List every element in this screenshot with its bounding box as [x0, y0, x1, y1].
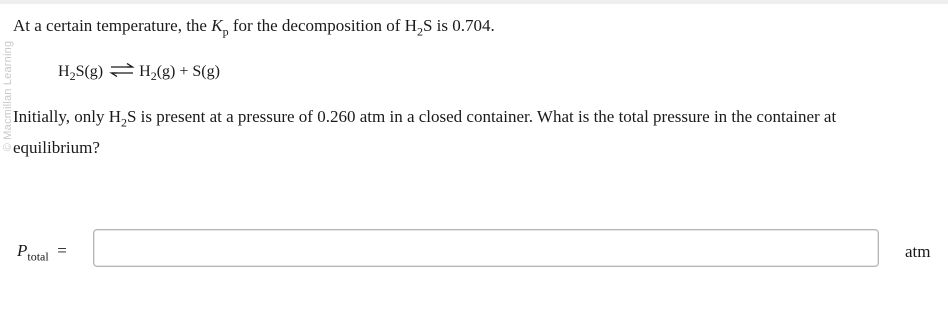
prompt-text-1: At a certain temperature, the: [13, 16, 212, 35]
h2s-subscript: 2: [416, 24, 423, 39]
reaction-equation: [58, 60, 220, 88]
prompt-text-2: for the decomposition of H: [228, 16, 417, 35]
equilibrium-arrows-icon: [109, 61, 135, 85]
total-pressure-input[interactable]: [93, 229, 879, 267]
unit-label: atm: [905, 242, 931, 261]
question-part-2: S is present at a pressure of 0.260 atm in a closed container. What is the total pressure in the container at equilibrium?: [13, 107, 837, 158]
product-h: H: [139, 63, 151, 80]
reactant-rest: S(g): [75, 63, 104, 80]
equals-sign: =: [57, 241, 67, 260]
reactant-h: H: [58, 63, 70, 80]
product-rest: (g) + S(g): [156, 63, 220, 80]
product-subscript: 2: [150, 69, 157, 84]
question-text: [13, 104, 893, 161]
kp-subscript: p: [222, 24, 229, 39]
question-part-1: Initially, only H: [13, 107, 121, 126]
copyright-watermark: © Macmillan Learning: [2, 40, 14, 152]
p-symbol: P: [17, 241, 28, 260]
p-subscript: total: [27, 249, 49, 264]
prompt-text-3: S is 0.704.: [422, 16, 495, 35]
kp-symbol: K: [211, 16, 223, 35]
top-divider: [0, 0, 948, 4]
reactant-subscript: 2: [69, 69, 76, 84]
answer-label: [17, 241, 67, 264]
problem-statement: [13, 14, 893, 43]
question-subscript: 2: [120, 115, 127, 130]
